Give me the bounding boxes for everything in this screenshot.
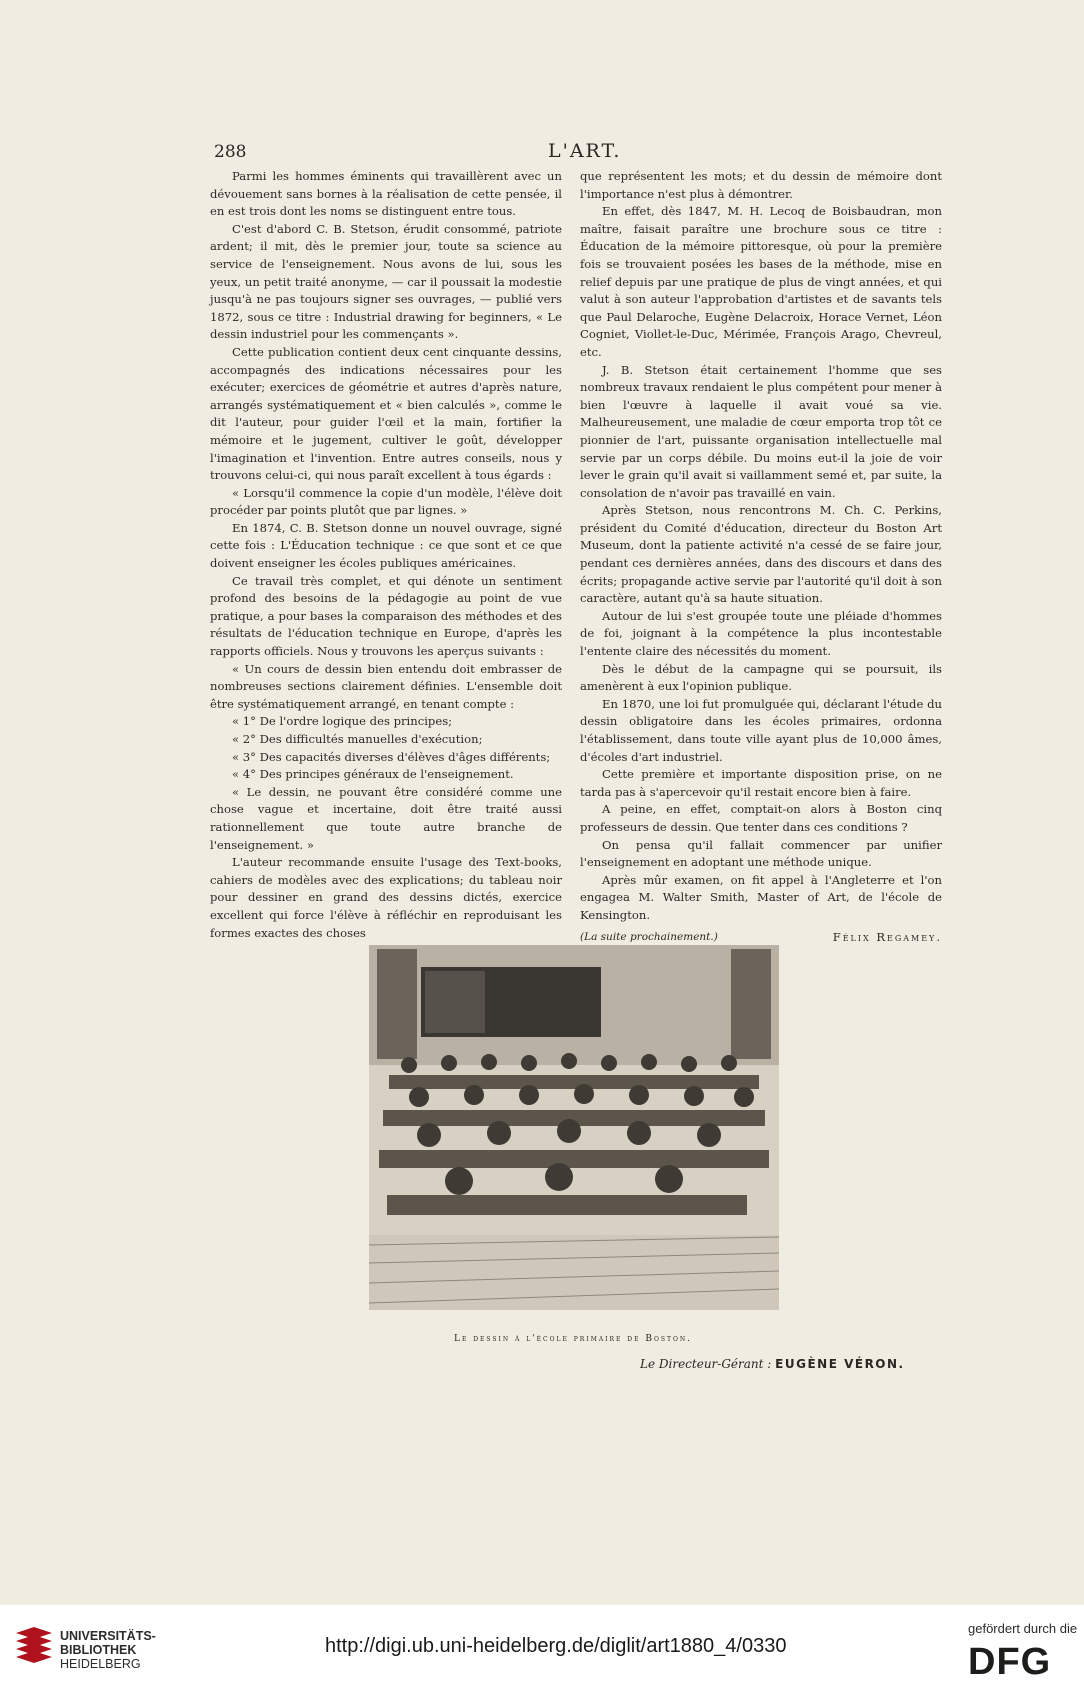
library-line-3: HEIDELBERG <box>60 1657 141 1671</box>
classroom-engraving <box>369 945 779 1310</box>
paragraph: Autour de lui s'est groupée toute une pléiade d'hommes de foi, joignant à la compétence la plus incontestable l'entente claire des nécessités du moment. <box>580 608 942 659</box>
paragraph: Après mûr examen, on fit appel à l'Angleterre et l'on engagea M. Walter Smith, Master of Art, de l'école de Kensington. <box>580 872 942 922</box>
footer-bar <box>0 1605 1084 1693</box>
publisher-line <box>640 1357 905 1371</box>
right-column <box>580 168 942 946</box>
paragraph: C'est d'abord C. B. Stetson, érudit consommé, patriote ardent; il mit, dès le premier jour, toute sa science au service de l'enseignement. Nous avons de lui, sous les yeux, un petit traité anonyme, — car il poussait la modestie jusqu'à ne pas toujours signer ses ouvrages, — publié vers 1872, sous ce titre : Industrial drawing for beginners, « Le dessin industriel pour les commençants ». <box>210 221 562 342</box>
list-item: « 3° Des capacités diverses d'élèves d'âges différents; <box>232 749 551 764</box>
paragraph: En effet, dès 1847, M. H. Lecoq de Boisbaudran, mon maître, faisait paraître une brochure sous ce titre : Éducation de la mémoire pittoresque, où pour la première fois se trouvaient posées les bases de la méthode, mise en relief depuis par une pratique de plus de vingt années, et qui valut à son auteur l'approbation d'artistes et de savants tels que Paul Delaroche, Eugène Delacroix, Horace Vernet, Léon Cogniet, Viollet-le-Duc, Mérimée, François Arago, Chevreul, etc. <box>580 204 942 359</box>
engraving-image <box>369 945 779 1310</box>
paragraph: Ce travail très complet, et qui dénote un sentiment profond des besoins de la pédagogie au point de vue pratique, a pour bases la comparaison des méthodes et des résultats de l'éducation technique en Europe, d'après les rapports officiels. Nous y trouvons les aperçus suivants : <box>210 573 562 659</box>
list-item: « 1° De l'ordre logique des principes; <box>232 714 453 729</box>
page-number: 288 <box>214 142 247 162</box>
paragraph: Dès le début de la campagne qui se poursuit, ils amenèrent à eux l'opinion publique. <box>580 661 942 694</box>
library-name <box>60 1629 156 1671</box>
paragraph: On pensa qu'il fallait commencer par unifier l'enseignement en adoptant une méthode unique. <box>580 837 942 870</box>
signature-line <box>580 929 942 947</box>
funding-note: gefördert durch die <box>968 1621 1078 1636</box>
author-signature: Félix Regamey. <box>832 929 942 944</box>
paragraph: Après Stetson, nous rencontrons M. Ch. C. Perkins, président du Comité d'éducation, directeur du Boston Art Museum, dont la patiente activité n'a cessé de se faire jour, pendant ces dernières années, dans des discours et dans des écrits; propagande active servie par l'autorité qu'il doit à son caractère, autant qu'à sa haute situation. <box>580 503 942 606</box>
paragraph: En 1874, C. B. Stetson donne un nouvel ouvrage, signé cette fois : L'Éducation technique : ce que sont et ce que doivent enseigner les écoles publiques américaines. <box>210 520 562 571</box>
paragraph: En 1870, une loi fut promulguée qui, déclarant l'étude du dessin obligatoire dans les écoles primaires, ordonna l'établissement, dans toute ville ayant plus de 10,000 âmes, d'écoles d'art industriel. <box>580 696 942 764</box>
manager-name: EUGÈNE VÉRON. <box>775 1357 905 1371</box>
paragraph: J. B. Stetson était certainement l'homme que ses nombreux travaux rendaient le plus compétent pour mener à bien l'œuvre à laquelle il avait voué sa vie. Malheureusement, une maladie de cœur emporta trop tôt ce pionnier de l'art, puissante organisation intellectuelle mal servie par un corps débile. Du moins eut-il la joie de voir lever le grain qu'il avait si vaillamment semé et, par suite, la consolation de n'avoir pas travaillé en vain. <box>580 362 942 500</box>
university-library-logo-icon <box>14 1627 54 1671</box>
paragraph: Cette publication contient deux cent cinquante dessins, accompagnés des indications nécessaires pour les exécuter; exercices de géométrie et autres d'après nature, arrangés systématiquement et « bien calculés », comme le dit l'auteur, pour guider l'œil et la main, fortifier la mémoire et le jugement, cultiver le goût, développer l'imagination et l'invention. Entre autres conseils, nous y trouvons celui-ci, qui nous paraît excellent à tous égards : <box>210 344 562 483</box>
paragraph: Parmi les hommes éminents qui travaillèrent avec un dévouement sans bornes à la réalisation de cette pensée, il en est trois dont les noms se distinguent entre tous. <box>210 169 562 219</box>
library-line-1: UNIVERSITÄTS- <box>60 1629 156 1643</box>
paragraph: L'auteur recommande ensuite l'usage des Text-books, cahiers de modèles avec des explications; du tableau noir pour dessiner en grand des dessins dictés, exercice excellent qui force l'élève à réfléchir en reproduisant les formes exactes des choses <box>210 855 562 940</box>
paragraph: que représentent les mots; et du dessin de mémoire dont l'importance n'est plus à démontrer. <box>580 169 942 201</box>
journal-title: L'ART. <box>548 140 622 162</box>
paragraph: « Lorsqu'il commence la copie d'un modèle, l'élève doit procéder par points plutôt que par lignes. » <box>210 485 562 518</box>
manager-label: Le Directeur-Gérant : <box>640 1357 772 1371</box>
source-url-link[interactable]: http://digi.ub.uni-heidelberg.de/diglit/art1880_4/0330 <box>325 1635 787 1657</box>
paragraph: « Un cours de dessin bien entendu doit embrasser de nombreuses sections clairement définies. L'ensemble doit être systématiquement arrangé, en tenant compte : <box>210 661 562 711</box>
illustration-caption: Le dessin à l'école primaire de Boston. <box>454 1334 693 1344</box>
continuation-note: (La suite prochainement.) <box>580 930 718 943</box>
library-line-2: BIBLIOTHEK <box>60 1643 137 1657</box>
paragraph: « Le dessin, ne pouvant être considéré comme une chose vague et incertaine, doit être traité aussi rationnellement que toute autre branche de l'enseignement. » <box>210 784 562 852</box>
paragraph: Cette première et importante disposition prise, on ne tarda pas à s'apercevoir qu'il restait encore bien à faire. <box>580 767 942 799</box>
paragraph: A peine, en effet, comptait-on alors à Boston cinq professeurs de dessin. Que tenter dans ces conditions ? <box>580 802 942 834</box>
list-item: « 4° Des principes généraux de l'enseignement. <box>232 767 514 782</box>
left-column <box>210 168 562 942</box>
list-item: « 2° Des difficultés manuelles d'exécution; <box>232 732 483 746</box>
dfg-logo: DFG <box>968 1641 1052 1683</box>
